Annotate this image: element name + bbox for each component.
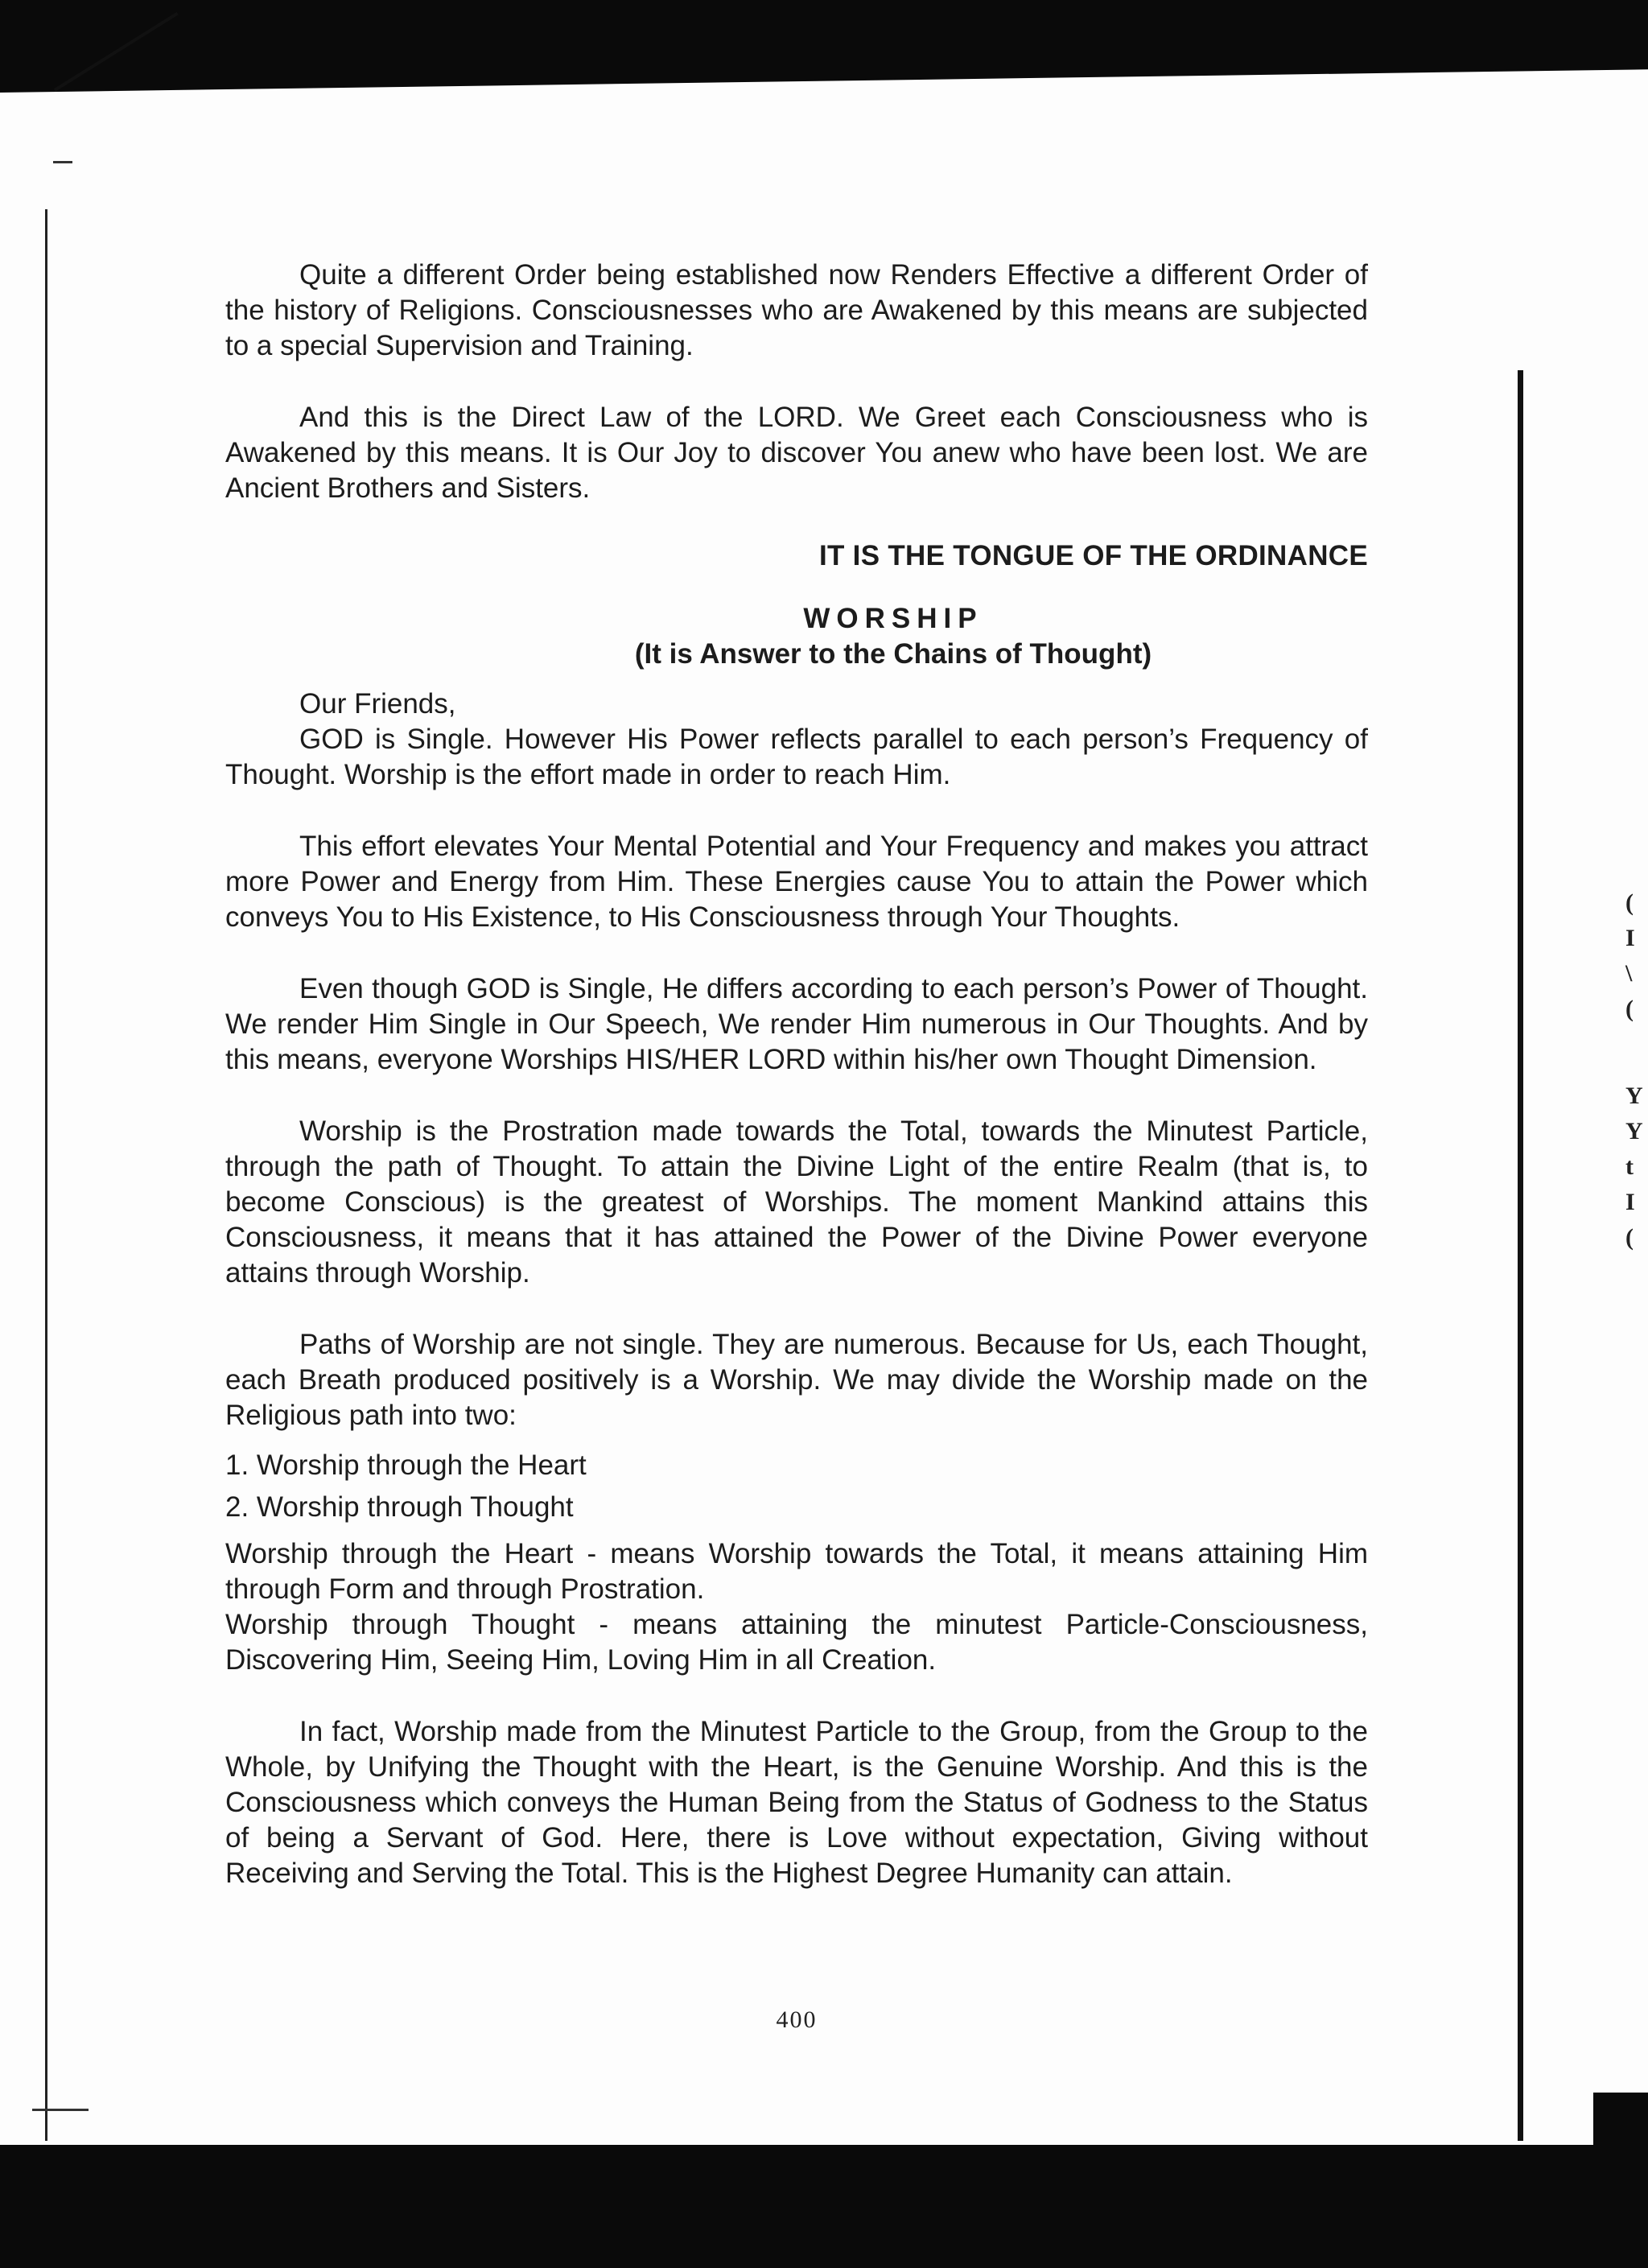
intro-paragraph: Quite a different Order being established now Renders Effective a different Order of the history of Religions. Consciousnesses who are Awakened by this means are subjected to a special Supervision and Training. bbox=[225, 259, 1368, 361]
closing-paragraph: In fact, Worship made from the Minutest Particle to the Group, from the Group to the Whole, by Unifying the Thought with the Heart, is the Genuine Worship. And this is the Consciousness which conveys the Human Being from the Status of Godness to the Status of being a Servant of God. Here, there is Love without expectation, Giving without Receiving and Serving the Total. This is the Highest Degree Humanity can attain. bbox=[225, 1716, 1368, 1889]
margin-fragment: Y bbox=[1625, 1082, 1643, 1109]
body-paragraph: This effort elevates Your Mental Potential and Your Frequency and makes you attract more Power and Energy from Him. These Energies cause You to attain the Power which conveys You to His Existence, to His Consciousness through Your Thoughts. bbox=[225, 831, 1368, 933]
adjacent-page-fragments bbox=[1625, 885, 1648, 1256]
section-heading: IT IS THE TONGUE OF THE ORDINANCE bbox=[818, 540, 1368, 571]
margin-fragment: I bbox=[1625, 925, 1635, 951]
body-paragraph: Paths of Worship are not single. They are numerous. Because for Us, each Thought, each Breath produced positively is a Worship. We may divide the Worship made on the Religious path into two: bbox=[225, 1329, 1368, 1431]
definition-heart: Worship through the Heart - means Worship towards the Total, it means attaining Him through Form and through Prostration. bbox=[225, 1538, 1368, 1605]
list-item: 1. Worship through the Heart bbox=[225, 1449, 587, 1481]
margin-fragment: \ bbox=[1625, 960, 1633, 987]
page-subtitle: (It is Answer to the Chains of Thought) bbox=[634, 638, 1152, 670]
scan-border-bottom bbox=[0, 2145, 1648, 2268]
scan-border-top bbox=[0, 0, 1648, 93]
page-number: 400 bbox=[776, 2006, 818, 2033]
body-paragraph: Even though GOD is Single, He differs according to each person’s Power of Thought. We render Him Single in Our Speech, We render Him numerous in Our Thoughts. And by this means, everyone Worships HIS/HER LORD within his/her own Thought Dimension. bbox=[225, 973, 1368, 1075]
margin-gap bbox=[1625, 1027, 1648, 1078]
intro-paragraph: And this is the Direct Law of the LORD. We Greet each Consciousness who is Awakened by this means. It is Our Joy to discover You anew who have been lost. We are Ancient Brothers and Sisters. bbox=[225, 402, 1368, 504]
page-left-edge-mark bbox=[32, 2109, 89, 2111]
margin-fragment: ( bbox=[1625, 889, 1634, 916]
margin-fragment: t bbox=[1625, 1153, 1634, 1180]
margin-fragment: Y bbox=[1625, 1118, 1643, 1144]
list-item: 2. Worship through Thought bbox=[225, 1491, 574, 1523]
body-paragraph: GOD is Single. However His Power reflects parallel to each person’s Frequency of Thought. Worship is the effort made in order to reach Him. bbox=[225, 724, 1368, 790]
definition-thought: Worship through Thought - means attaining the minutest Particle-Consciousness, Discovering Him, Seeing Him, Loving Him in all Creation. bbox=[225, 1609, 1368, 1676]
salutation: Our Friends, bbox=[299, 688, 456, 720]
margin-fragment: I bbox=[1625, 1189, 1635, 1215]
page-left-edge bbox=[45, 209, 47, 2141]
page-title: WORSHIP bbox=[803, 603, 983, 634]
margin-fragment: ( bbox=[1625, 1224, 1634, 1251]
corner-mark bbox=[53, 161, 72, 163]
body-paragraph: Worship is the Prostration made towards the Total, towards the Minutest Particle, through the path of Thought. To attain the Divine Light of the entire Realm (that is, to become Conscious) is the greatest of Worships. The moment Mankind attains this Consciousness, it means that it has attained the Power of the Divine Power everyone attains through Worship. bbox=[225, 1115, 1368, 1289]
page-body bbox=[225, 258, 1368, 1928]
worship-list bbox=[225, 1445, 1368, 1528]
margin-fragment: ( bbox=[1625, 996, 1634, 1022]
page-right-edge bbox=[1518, 370, 1523, 2141]
